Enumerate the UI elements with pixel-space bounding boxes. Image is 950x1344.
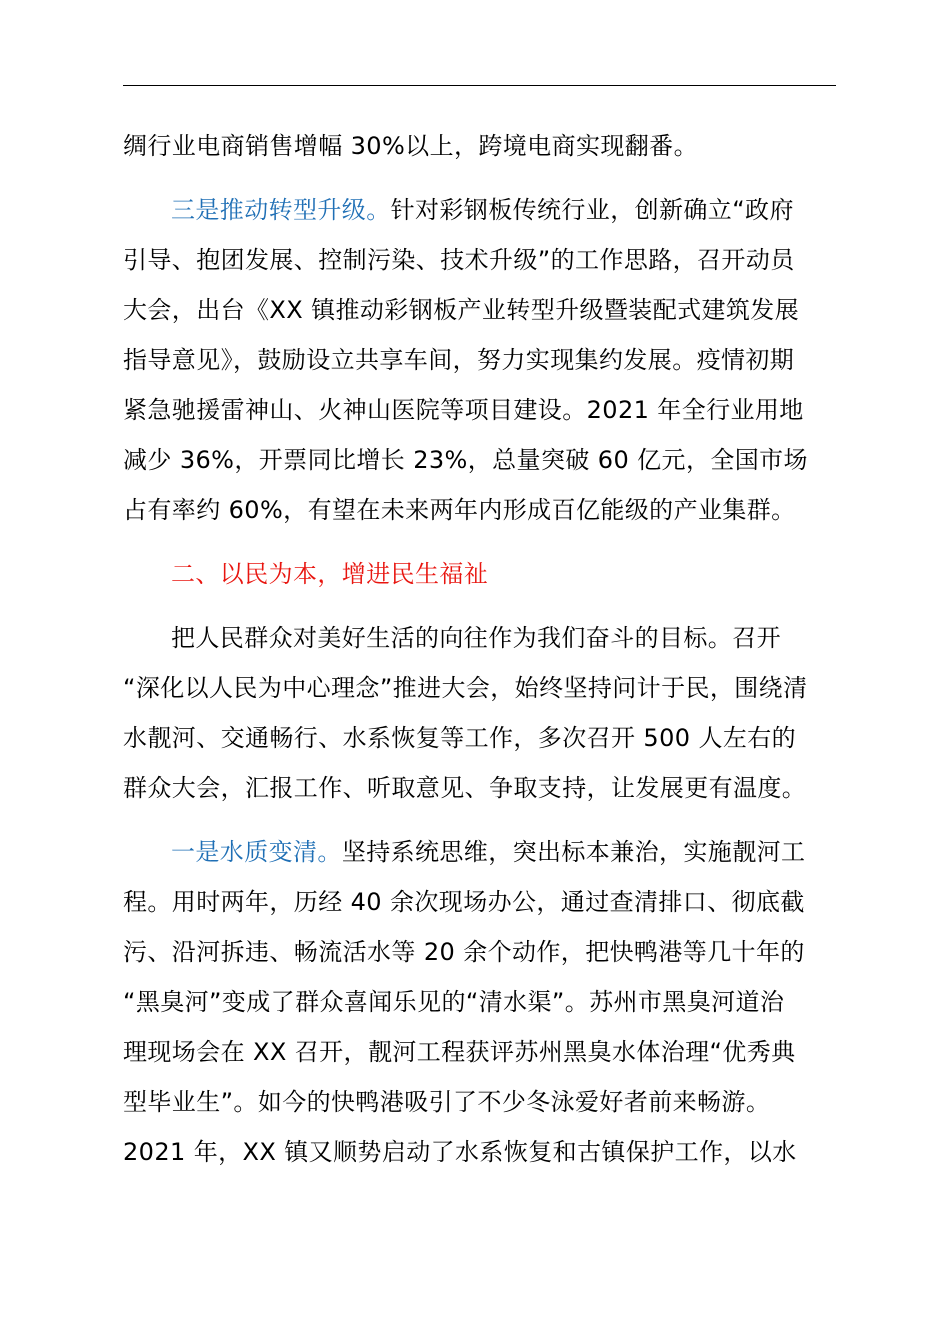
section-heading: 二、以民为本，增进民生福祉	[171, 560, 489, 588]
text-line	[123, 285, 843, 335]
text-run: 紧急驰援雷神山、火神山医院等项目建设。2021 年全行业用地	[123, 396, 804, 424]
text-line	[123, 435, 843, 485]
text-run: 绸行业电商销售增幅 30%以上，跨境电商实现翻番。	[123, 132, 698, 160]
text-line	[123, 1027, 843, 1077]
text-run: “黑臭河”变成了群众喜闻乐见的“清水渠”。苏州市黑臭河道治	[123, 988, 785, 1016]
text-line	[123, 877, 843, 927]
text-run: 群众大会，汇报工作、听取意见、争取支持，让发展更有温度。	[123, 774, 807, 802]
text-run: 2021 年，XX 镇又顺势启动了水系恢复和古镇保护工作，以水	[123, 1138, 797, 1166]
text-run: 型毕业生”。如今的快鸭港吸引了不少冬泳爱好者前来畅游。	[123, 1088, 771, 1116]
text-run: 水靓河、交通畅行、水系恢复等工作，多次召开 500 人左右的	[123, 724, 797, 752]
text-run: 指导意见》，鼓励设立共享车间，努力实现集约发展。疫情初期	[123, 346, 795, 374]
text-line	[123, 977, 843, 1027]
text-line	[123, 235, 843, 285]
text-run: 引导、抱团发展、控制污染、技术升级”的工作思路，召开动员	[123, 246, 795, 274]
text-line	[123, 713, 843, 763]
text-run: 大会，出台《XX 镇推动彩钢板产业转型升级暨装配式建筑发展	[123, 296, 800, 324]
text-run: 理现场会在 XX 召开，靓河工程获评苏州黑臭水体治理“优秀典	[123, 1038, 796, 1066]
text-line	[123, 763, 843, 813]
text-line	[123, 927, 843, 977]
text-line	[123, 335, 843, 385]
text-run: 减少 36%，开票同比增长 23%，总量突破 60 亿元，全国市场	[123, 446, 808, 474]
text-run: 针对彩钢板传统行业，创新确立“政府	[390, 196, 794, 224]
paragraph-gap	[123, 535, 843, 549]
text-line	[123, 613, 843, 663]
text-line	[123, 185, 843, 235]
text-run: “深化以人民为中心理念”推进大会，始终坚持问计于民，围绕清	[123, 674, 808, 702]
text-line	[123, 663, 843, 713]
text-run: 把人民群众对美好生活的向往作为我们奋斗的目标。召开	[171, 624, 781, 652]
text-run: 程。用时两年，历经 40 余次现场办公，通过查清排口、彻底截	[123, 888, 805, 916]
paragraph-gap	[123, 599, 843, 613]
header-rule	[123, 85, 836, 86]
text-line	[123, 121, 843, 171]
paragraph-gap	[123, 813, 843, 827]
text-line	[123, 1077, 843, 1127]
document-body	[123, 121, 843, 1177]
text-line	[123, 827, 843, 877]
text-line	[123, 549, 843, 599]
text-run: 污、沿河拆违、畅流活水等 20 余个动作，把快鸭港等几十年的	[123, 938, 805, 966]
subheading-run: 一是水质变清。	[171, 838, 342, 866]
subheading-run: 三是推动转型升级。	[171, 196, 391, 224]
text-line	[123, 385, 843, 435]
text-run: 占有率约 60%，有望在未来两年内形成百亿能级的产业集群。	[123, 496, 796, 524]
text-line	[123, 485, 843, 535]
text-line	[123, 1127, 843, 1177]
paragraph-gap	[123, 171, 843, 185]
text-run: 坚持系统思维，突出标本兼治，实施靓河工	[341, 838, 806, 866]
